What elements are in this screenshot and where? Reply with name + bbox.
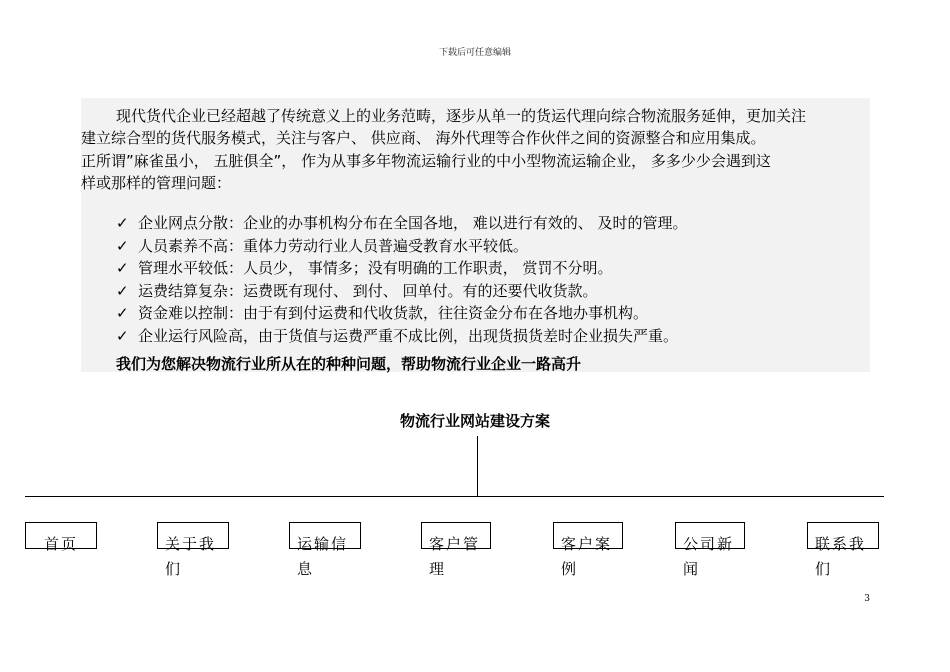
problem-list [116, 212, 866, 347]
check-icon: ✓ [116, 259, 129, 277]
nav-label-home: 首页 [44, 535, 79, 553]
list-item-text: 人员素养不高：重体力劳动行业人员普遍受教育水平较低。 [138, 236, 529, 255]
org-chart-title: 物流行业网站建设方案 [399, 412, 550, 430]
list-item [116, 235, 866, 258]
list-item-text: 资金难以控制：由于有到付运费和代收货款，往往资金分布在各地办事机构。 [138, 304, 649, 322]
check-icon: ✓ [116, 236, 129, 255]
nav-label-customer-management: 客户管理 [429, 535, 481, 578]
list-item-text: 管理水平较低：人员少， 事情多；没有明确的工作职责， 赏罚不分明。 [138, 259, 613, 277]
nav-label-contact: 联系我们 [815, 535, 867, 578]
check-icon: ✓ [116, 304, 129, 322]
intro-line-3: 正所谓”麻雀虽小， 五脏俱全”， 作为从事多年物流运输行业的中小型物流运输企业， 多多少少会遇到这 [81, 152, 771, 170]
connector-vertical [477, 436, 478, 496]
list-item [116, 212, 866, 235]
connector-horizontal [25, 496, 884, 497]
list-item [116, 280, 866, 303]
nav-label-cases: 客户案例 [561, 535, 613, 578]
check-icon: ✓ [116, 214, 129, 232]
nav-label-about: 关于我们 [165, 535, 217, 578]
nav-label-transport: 运输信息 [297, 535, 349, 578]
page-number: 3 [864, 594, 870, 604]
check-icon: ✓ [116, 326, 129, 345]
intro-line-1: 现代货代企业已经超越了传统意义上的业务范畴，逐步从单一的货运代理向综合物流服务延伸，更加关注 [116, 107, 807, 125]
header-watermark: 下载后可任意编辑 [438, 48, 511, 58]
nav-label-news: 公司新闻 [683, 535, 735, 578]
list-item [116, 257, 866, 280]
intro-line-4: 样或那样的管理问题： [81, 174, 232, 192]
list-item [116, 302, 866, 325]
list-item [116, 325, 866, 348]
list-item-text: 运费结算复杂：运费既有现付、 到付、 回单付。有的还要代收货款。 [138, 281, 598, 300]
check-icon: ✓ [116, 281, 129, 300]
list-item-text: 企业运行风险高，由于货值与运费严重不成比例，出现货损货差时企业损失严重。 [138, 326, 679, 345]
closing-statement: 我们为您解决物流行业所从在的种种问题，帮助物流行业企业一路高升 [116, 355, 582, 373]
list-item-text: 企业网点分散：企业的办事机构分布在全国各地， 难以进行有效的、 及时的管理。 [138, 214, 688, 232]
intro-line-2: 建立综合型的货代服务模式，关注与客户、 供应商、 海外代理等合作伙伴之间的资源整合和应用集成。 [81, 129, 766, 147]
